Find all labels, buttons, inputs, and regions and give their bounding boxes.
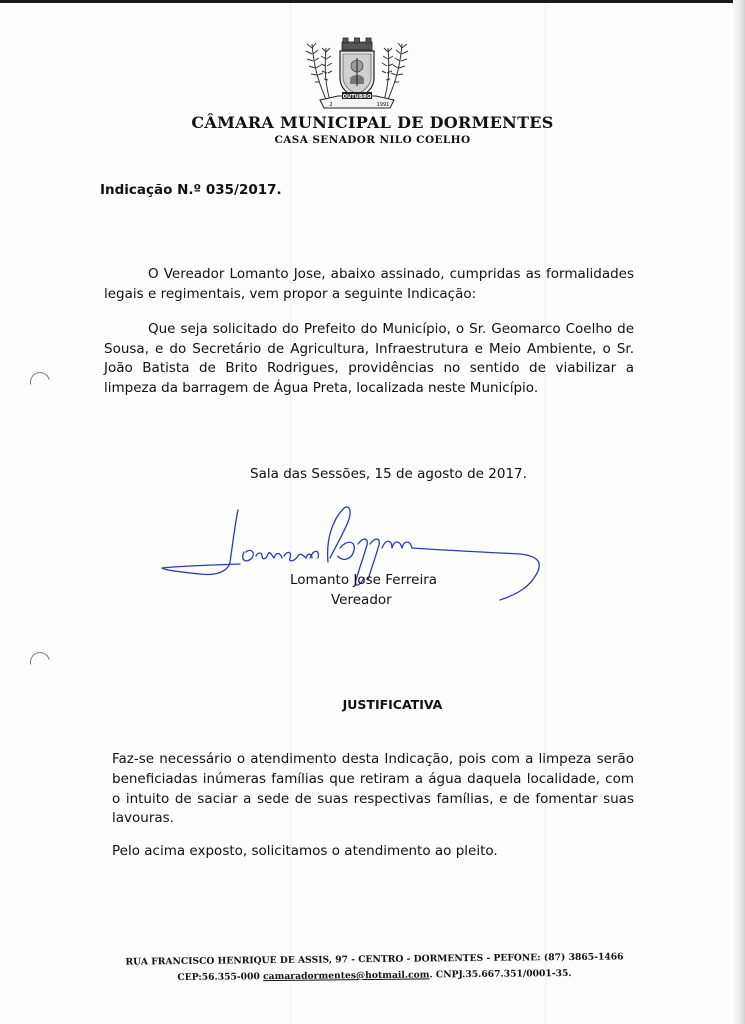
footer-email-link[interactable]: camaradormentes@hotmail.com: [262, 969, 430, 983]
footer-address: RUA FRANCISCO HENRIQUE DE ASSIS, 97 - CENTRO - DORMENTES - PEFONE: (87) 3865-1466: [125, 951, 624, 968]
signer-role: Vereador: [331, 592, 392, 608]
crest-ribbon-left: 2: [329, 102, 333, 108]
justification-paragraph: Faz-se necessário o atendimento desta Indicação, pois com a limpeza serão beneficiadas inúmeras famílias que retiram a água daquela localidade, com o intuito de saciar a sede de suas respectivas famílias, e de fomentar suas lavouras.: [112, 751, 634, 827]
signer-name: Lomanto Jose Ferreira: [290, 572, 438, 588]
footer-cep: CEP:56.355-000: [177, 971, 260, 984]
body-paragraph-request: Que seja solicitado do Prefeito do Município, o Sr. Geomarco Coelho de Sousa, e do Secretário de Agricultura, Infraestrutura e Meio Ambiente, o Sr. João Batista de Brito Rodrigues, providências no sentido de viabilizar a limpeza da barragem de Água Preta, localizada neste Município.: [104, 321, 634, 396]
footer-cnpj: . CNPJ.35.667.351/0001-35.: [429, 967, 572, 981]
organization-name: CÂMARA MUNICIPAL DE DORMENTES: [191, 113, 554, 132]
document-number: Indicação N.º 035/2017.: [100, 182, 282, 198]
crest-ribbon-top: OUTUBRO: [342, 94, 372, 100]
scan-right-edge: [733, 0, 745, 1024]
scan-top-edge: [0, 0, 745, 3]
justification-closing: Pelo acima exposto, solicitamos o atendimento ao pleito.: [112, 843, 498, 859]
place-and-date: Sala das Sessões, 15 de agosto de 2017.: [250, 466, 527, 482]
municipal-crest-icon: [298, 34, 416, 114]
body-paragraph-intro: O Vereador Lomanto Jose, abaixo assinado, cumpridas as formalidades legais e regimentais, vem propor a seguinte Indicação:: [104, 266, 634, 302]
justification-title: JUSTIFICATIVA: [342, 697, 443, 712]
punch-hole-mark: [26, 368, 53, 395]
punch-hole-mark: [26, 648, 53, 675]
crest-ribbon-right: 1991: [376, 102, 390, 108]
organization-subtitle: CASA SENADOR NILO COELHO: [274, 134, 471, 146]
footer-contact: [102, 967, 647, 984]
